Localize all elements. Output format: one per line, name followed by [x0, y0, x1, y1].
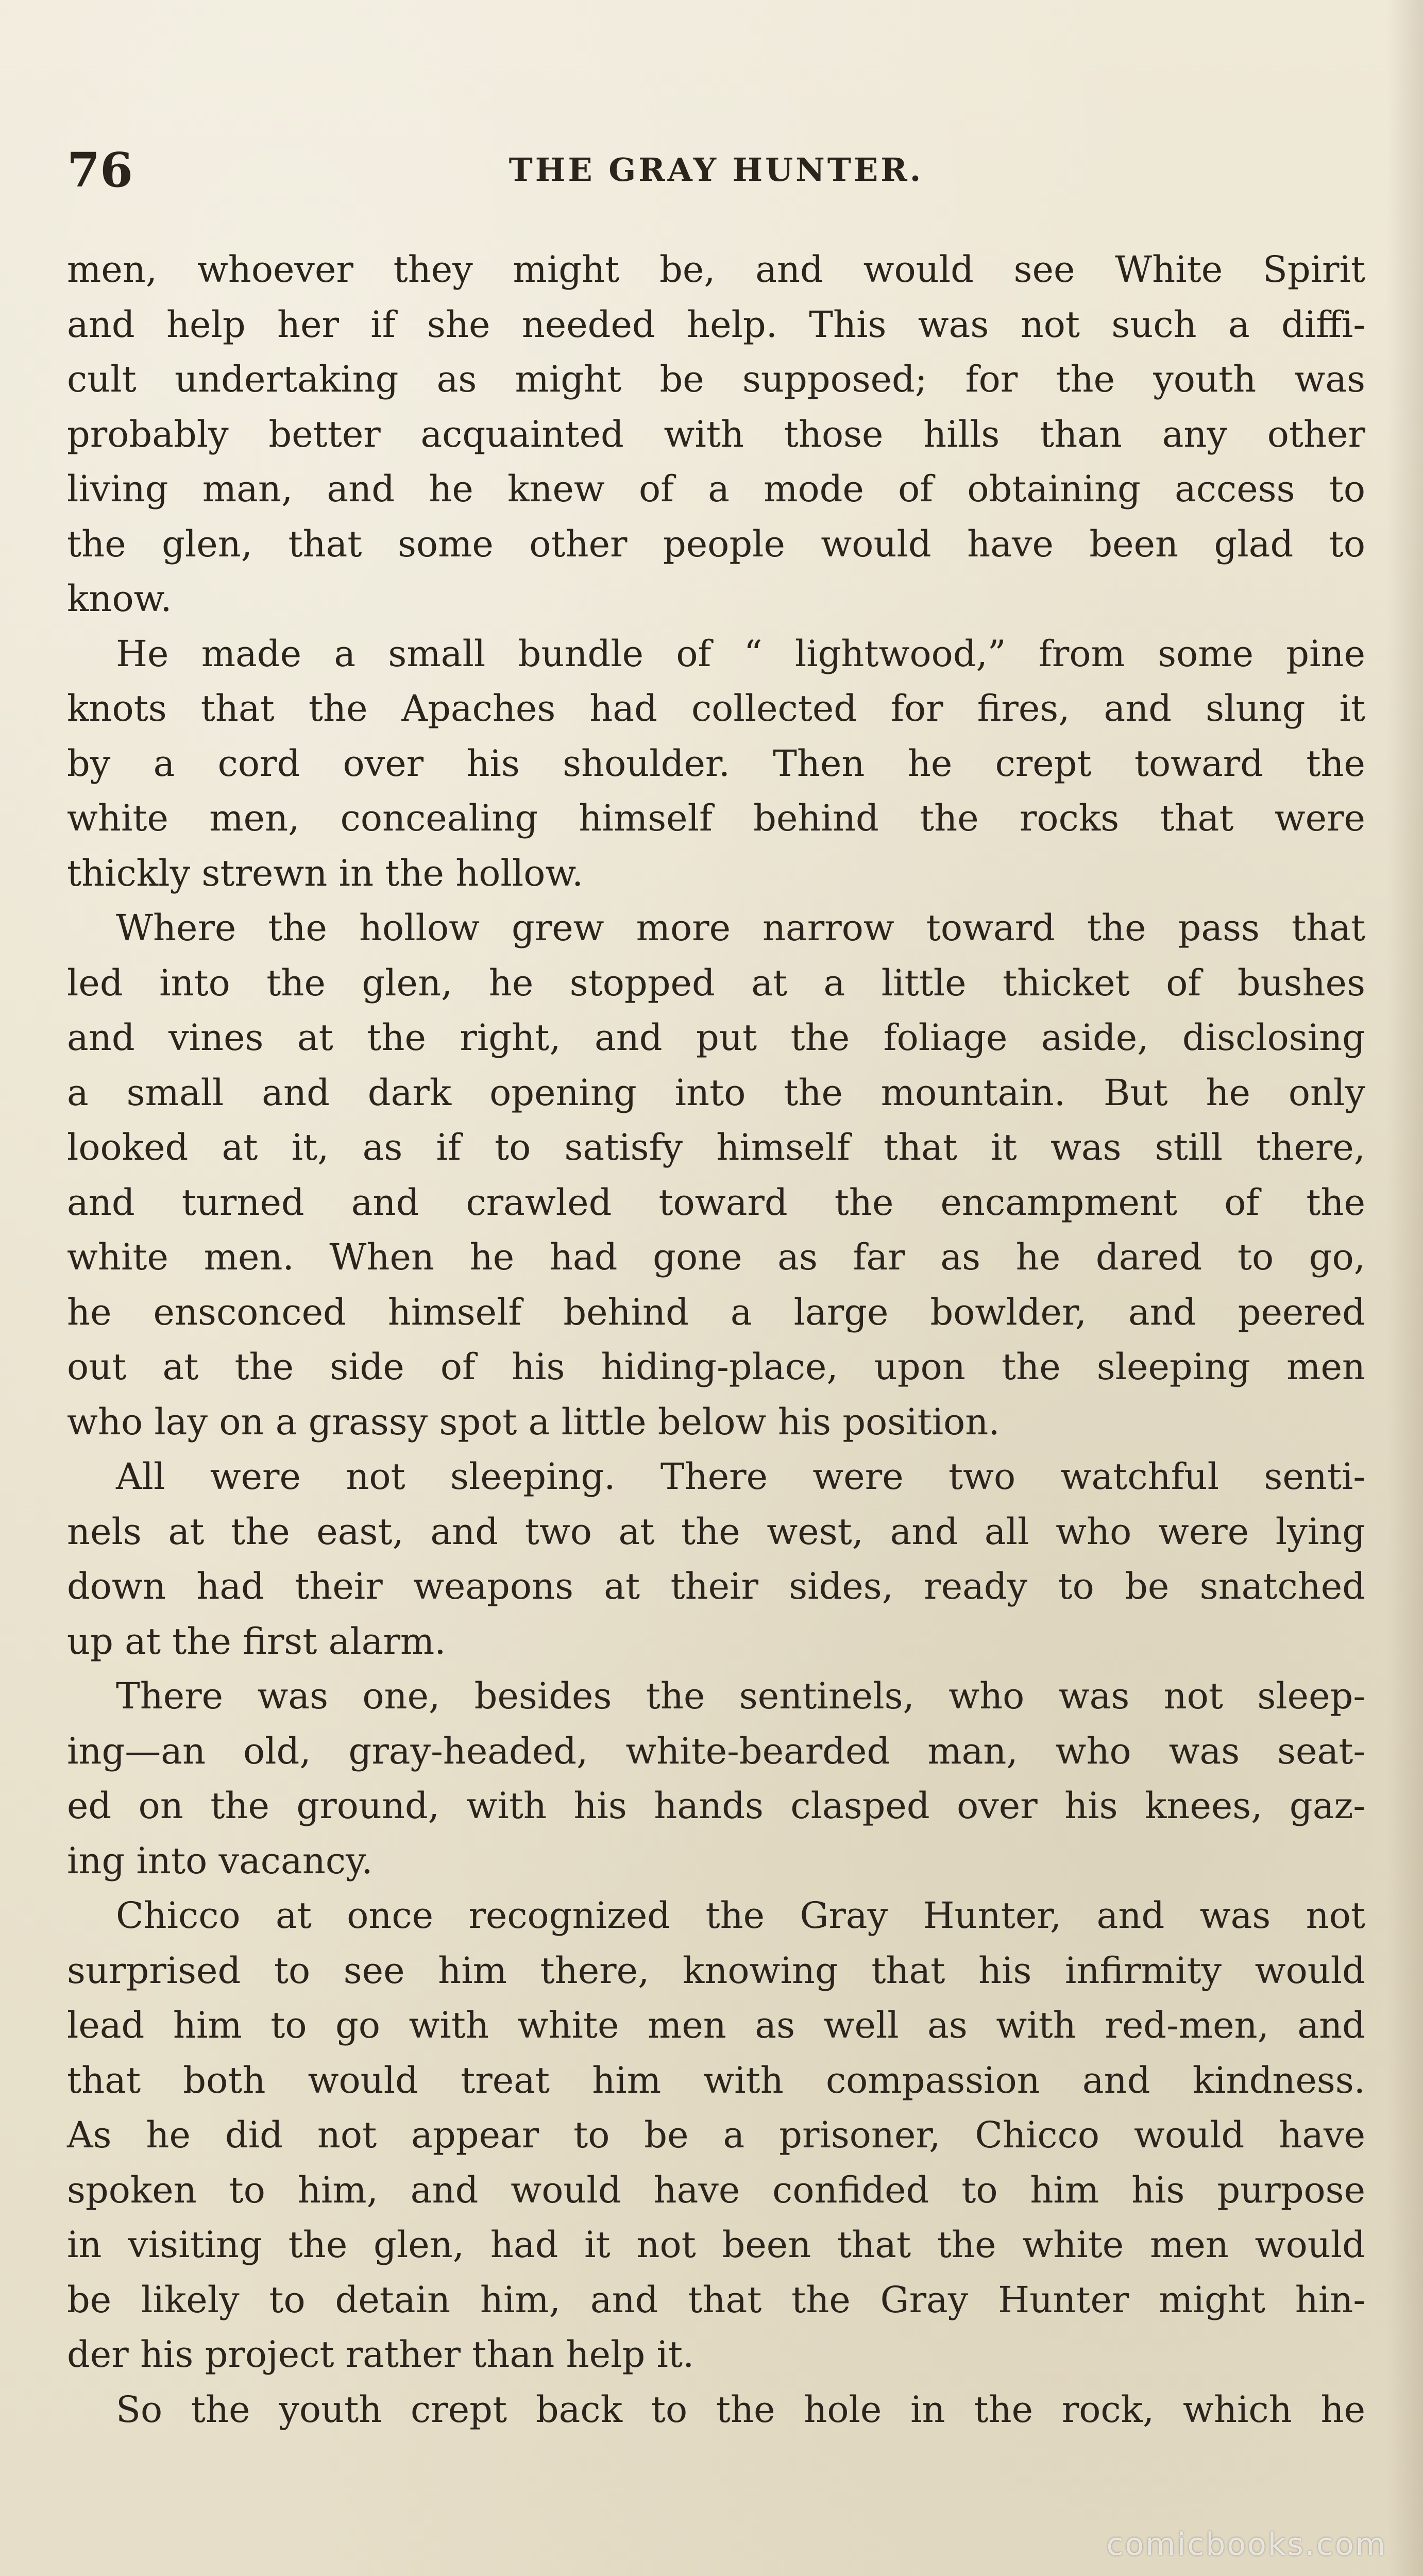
text-line: that both would treat him with compassion and kindness. — [67, 2059, 1365, 2102]
running-title: THE GRAY HUNTER. — [509, 151, 924, 189]
text-line: and turned and crawled toward the encampment of the — [67, 1181, 1365, 1224]
text-line: and vines at the right, and put the foliage aside, disclosing — [67, 1016, 1365, 1059]
text-line: the glen, that some other people would have been glad to — [67, 522, 1365, 565]
text-line: He made a small bundle of “ lightwood,” from some pine — [116, 632, 1365, 675]
text-line: thickly strewn in the hollow. — [67, 852, 584, 894]
text-line: know. — [67, 578, 172, 620]
text-line: Chicco at once recognized the Gray Hunter, and was not — [116, 1894, 1365, 1937]
text-line: up at the first alarm. — [67, 1620, 446, 1663]
text-line: There was one, besides the sentinels, who was not sleep- — [116, 1675, 1365, 1717]
text-line: probably better acquainted with those hills than any other — [67, 413, 1365, 455]
text-line: lead him to go with white men as well as with red-men, and — [67, 2004, 1365, 2046]
text-line: spoken to him, and would have confided to him his purpose — [67, 2168, 1365, 2211]
text-line: men, whoever they might be, and would see White Spirit — [67, 248, 1365, 291]
text-line: be likely to detain him, and that the Gray Hunter might hin- — [67, 2278, 1365, 2321]
text-line: who lay on a grassy spot a little below his position. — [67, 1400, 1000, 1443]
text-line: white men, concealing himself behind the rocks that were — [67, 797, 1365, 839]
body-text — [67, 242, 1365, 2437]
text-line: led into the glen, he stopped at a little thicket of bushes — [67, 961, 1365, 1004]
text-line: living man, and he knew of a mode of obtaining access to — [67, 468, 1365, 510]
text-line: Where the hollow grew more narrow toward the pass that — [116, 907, 1365, 949]
text-line: All were not sleeping. There were two watchful senti- — [116, 1455, 1365, 1498]
text-line: surprised to see him there, knowing that his infirmity would — [67, 1949, 1365, 1992]
watermark: comicbooks.com — [1106, 2527, 1387, 2563]
text-line: cult undertaking as might be supposed; for the youth was — [67, 358, 1365, 400]
text-line: As he did not appear to be a prisoner, Chicco would have — [67, 2114, 1365, 2156]
text-line: in visiting the glen, had it not been that the white men would — [67, 2224, 1365, 2266]
text-line: a small and dark opening into the mountain. But he only — [67, 1071, 1365, 1114]
text-line: der his project rather than help it. — [67, 2333, 694, 2376]
text-line: nels at the east, and two at the west, and all who were lying — [67, 1510, 1365, 1553]
text-line: ing—an old, gray-headed, white-bearded man, who was seat- — [67, 1730, 1365, 1772]
running-head — [67, 139, 1365, 201]
text-line: down had their weapons at their sides, ready to be snatched — [67, 1565, 1365, 1607]
text-line: ed on the ground, with his hands clasped over his knees, gaz- — [67, 1785, 1365, 1827]
text-line: So the youth crept back to the hole in the rock, which he — [116, 2388, 1365, 2431]
page-edge-shadow — [1387, 0, 1423, 2576]
page-number: 76 — [67, 142, 133, 198]
text-line: knots that the Apaches had collected for fires, and slung it — [67, 687, 1365, 730]
text-line: and help her if she needed help. This was not such a diffi- — [67, 303, 1365, 346]
text-line: ing into vacancy. — [67, 1839, 373, 1882]
text-line: looked at it, as if to satisfy himself that it was still there, — [67, 1126, 1365, 1168]
text-line: white men. When he had gone as far as he dared to go, — [67, 1236, 1365, 1278]
text-line: he ensconced himself behind a large bowlder, and peered — [67, 1291, 1365, 1333]
text-line: by a cord over his shoulder. Then he crept toward the — [67, 742, 1365, 785]
text-line: out at the side of his hiding-place, upon the sleeping men — [67, 1346, 1365, 1388]
